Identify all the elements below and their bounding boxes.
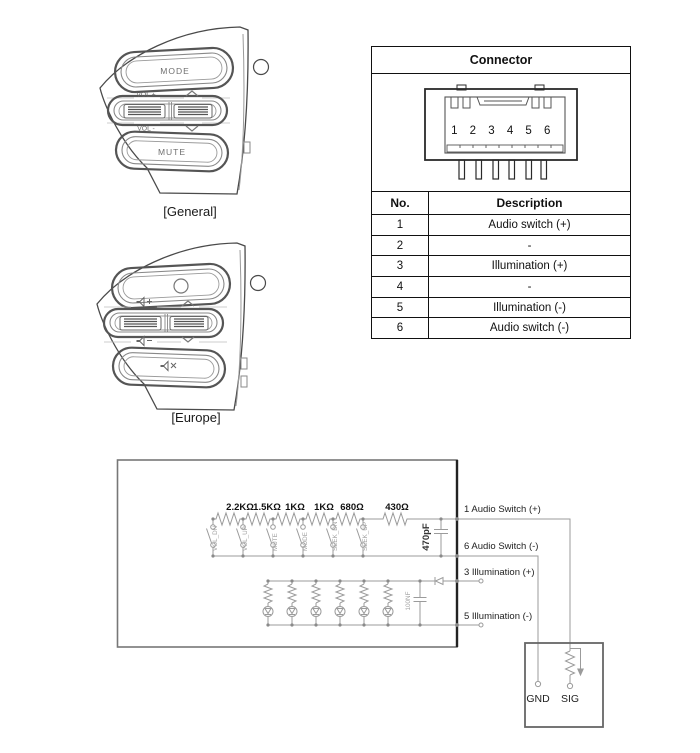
table-row [372,215,630,236]
horn-knob [254,60,269,75]
pin-description-cell: - [527,280,532,293]
switch-names [212,521,369,551]
connector-pin-numbers: 1 2 3 4 5 6 [451,124,555,137]
pin-description-cell: Illumination (+) [491,260,568,273]
resistor-value-label: 1KΩ [285,502,305,513]
resistor-value-label: 1KΩ [314,502,334,513]
resistor-value-label: 2.2KΩ [226,502,254,513]
vol-down-label: VOL - [137,125,155,133]
pullup-resistor [566,651,575,683]
pin-label-illum-plus: 3 Illumination (+) [464,567,535,578]
switch-name-label: MUTE [272,533,279,551]
resistor-value-label: 430Ω [385,502,409,513]
connector-pinout-drawing [421,83,581,183]
switch-name-label: VOL_UP [242,526,249,551]
table-row [372,298,630,319]
horn-knob [251,276,266,291]
mute-button-label: MUTE [157,147,187,157]
header-description: Description [496,196,563,210]
resistor-value-label: 1.5KΩ [253,502,281,513]
table-row [372,236,630,257]
audio-plus-wire [457,519,570,651]
pin-number-cell: 2 [372,236,429,256]
switch-module-box [118,460,458,647]
vol-up-label: VOL + [136,91,156,99]
resistor-values [226,502,409,513]
switch-name-label: SEEK_DN [332,521,339,551]
mode-button-label: MODE [160,66,190,76]
pin-labels [464,504,541,622]
header-no: No. [372,192,429,214]
europe-caption: [Europe] [171,410,221,425]
table-header-row [372,192,630,215]
table-row [372,277,630,298]
switch-name-label: VOL_DN [212,525,219,551]
pin-number-cell: 1 [372,215,429,235]
table-row [372,256,630,277]
diode-symbol [435,577,443,585]
audio-capacitor-label: 470pF [421,523,432,551]
illumination-capacitor-label: 100NF [405,591,412,611]
pin-label-audio-plus: 1 Audio Switch (+) [464,504,541,515]
pin-number-cell: 5 [372,298,429,318]
pin-label-illum-minus: 5 Illumination (-) [464,611,533,622]
audio-capacitor-symbol [434,519,448,556]
general-caption: [General] [163,204,217,219]
connector-drawing-cell [372,74,630,192]
europe-switch-illustration [65,228,275,423]
gnd-terminal-label: GND [526,693,550,705]
resistor-value-label: 680Ω [340,502,364,513]
illumination-capacitor-symbol [414,581,427,625]
table-row [372,318,630,338]
signal-arrow-icon [578,669,583,675]
pin-description-cell: Audio switch (+) [488,218,571,231]
pin-description-cell: - [527,239,532,252]
pin-number-cell: 3 [372,256,429,276]
sig-terminal-label: SIG [560,693,580,705]
connector-table-title: Connector [372,47,630,74]
circuit-schematic [108,452,648,742]
switch-name-label: SEEK_UP [362,521,369,551]
pin-number-cell: 4 [372,277,429,297]
led-branches [263,581,393,625]
pin-description-cell: Audio switch (-) [489,322,570,335]
pin-description-cell: Illumination (-) [493,301,566,314]
switch-name-label: MODE [302,532,309,551]
table-body [372,215,630,338]
pin-label-audio-minus: 6 Audio Switch (-) [464,541,539,552]
general-switch-illustration [70,8,280,208]
connector-table [371,46,631,339]
pin-number-cell: 6 [372,318,429,338]
